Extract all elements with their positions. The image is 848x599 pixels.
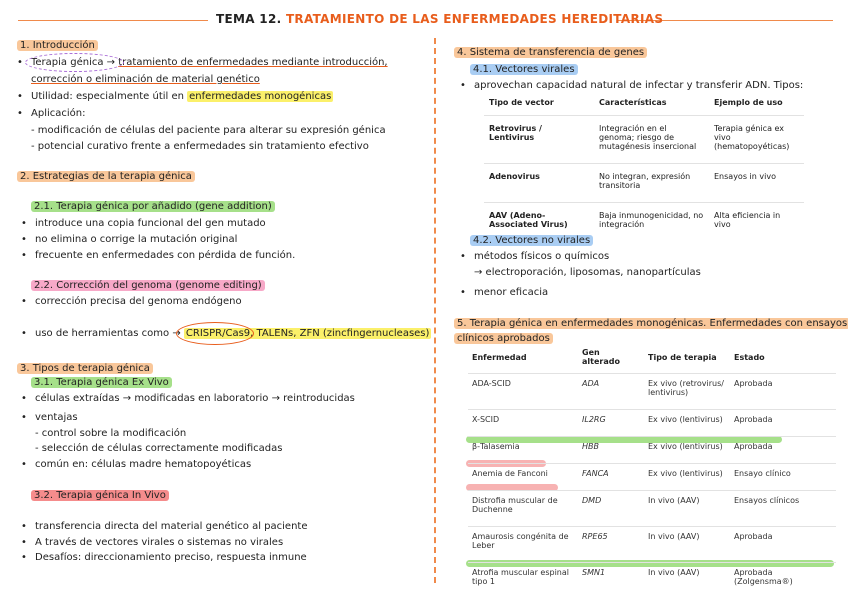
s2-sub2: 2.2. Corrección del genoma (genome editing) — [31, 280, 265, 291]
s3-invivo-3: • Desafíos: direccionamiento preciso, respuesta inmune — [35, 552, 307, 563]
s3-invivo-1: • transferencia directa del material genético al paciente — [35, 521, 308, 532]
disease-table — [468, 345, 836, 598]
dt-cell: Ensayos clínicos — [730, 491, 836, 527]
page-title — [216, 12, 663, 26]
vt-header: Características — [599, 98, 667, 107]
dt-cell: Ensayo clínico — [730, 464, 836, 491]
s2-sub2-item: • corrección precisa del genoma endógeno — [35, 296, 242, 307]
vt-cell: Integración en el genoma; riesgo de mutagénesis insercional — [594, 116, 709, 164]
s3-sub2: 3.2. Terapia génica In Vivo — [31, 490, 169, 501]
dt-cell: In vivo (AAV) — [644, 527, 730, 563]
dt-cell: In vivo (AAV) — [644, 563, 730, 599]
dt-cell: β-Talasemia — [468, 437, 578, 464]
s4-sub2: 4.2. Vectores no virales — [470, 235, 593, 246]
s4-nv1: • métodos físicos o químicos — [474, 251, 609, 262]
table-row — [468, 374, 836, 410]
s1-ap1: - modificación de células del paciente para alterar su expresión génica — [31, 125, 386, 136]
s1-term: Terapia génica — [31, 57, 104, 68]
s3-comun: • común en: células madre hematopoyéticas — [35, 459, 251, 470]
s2-tools: • uso de herramientas como → CRISPR/Cas9, TALENs, ZFN (zincfingernucleases) — [35, 328, 431, 339]
dt-cell: Aprobada — [730, 437, 836, 464]
table-row — [468, 563, 836, 599]
dt-header: Tipo de terapia — [648, 352, 717, 362]
table-row — [468, 410, 836, 437]
table-row — [468, 464, 836, 491]
dt-cell: Ex vivo (lentivirus) — [644, 410, 730, 437]
dt-cell: Aprobada — [730, 410, 836, 437]
disease-table-header — [468, 345, 836, 374]
dt-cell: Aprobada (Zolgensma®) — [730, 563, 836, 599]
vt-cell: Adenovirus — [484, 164, 594, 203]
vt-cell: AAV (Adeno-Associated Virus) — [484, 203, 594, 242]
dt-cell: Anemia de Fanconi — [468, 464, 578, 491]
column-divider — [434, 38, 436, 583]
s3-ventajas: • ventajas — [35, 412, 78, 423]
s2-sub1: 2.1. Terapia génica por añadido (gene addition) — [31, 201, 275, 212]
dt-cell: Ex vivo (lentivirus) — [644, 437, 730, 464]
s2-sub1-item-3: • frecuente en enfermedades con pérdida de función. — [35, 250, 295, 261]
s1-heading: 1. Introducción — [17, 40, 98, 51]
dt-cell: Distrofia muscular de Duchenne — [468, 491, 578, 527]
vt-cell: Terapia génica ex vivo (hematopoyéticas) — [709, 116, 804, 164]
title-text: TRATAMIENTO DE LAS ENFERMEDADES HEREDITARIAS — [285, 12, 664, 26]
dt-cell: Amaurosis congénita de Leber — [468, 527, 578, 563]
s4-nv3: • menor eficacia — [474, 287, 548, 298]
s2-sub1-item-1: • introduce una copia funcional del gen mutado — [35, 218, 266, 229]
s3-sub1: 3.1. Terapia génica Ex Vivo — [31, 377, 172, 388]
s3-heading: 3. Tipos de terapia génica — [17, 363, 153, 374]
dt-header: Enfermedad — [472, 352, 527, 362]
term-circle-annotation — [25, 53, 124, 72]
s3-v2: - selección de células correctamente modificadas — [35, 443, 283, 454]
s4-heading: 4. Sistema de transferencia de genes — [454, 47, 647, 58]
dt-cell: Ex vivo (retrovirus/ lentivirus) — [644, 374, 730, 410]
dt-cell: Ex vivo (lentivirus) — [644, 464, 730, 491]
dt-cell: FANCA — [578, 464, 644, 491]
table-row — [468, 491, 836, 527]
table-row — [468, 527, 836, 563]
dt-cell: DMD — [578, 491, 644, 527]
vector-table — [484, 95, 804, 241]
s1-arrow: → — [106, 57, 116, 68]
crispr-circle-annotation — [176, 322, 254, 345]
dt-cell: HBB — [578, 437, 644, 464]
s5-heading-1: 5. Terapia génica en enfermedades monogénicas. Enfermedades con ensayos — [454, 318, 848, 329]
vt-cell: Retrovirus / Lentivirus — [484, 116, 594, 164]
table-row — [468, 437, 836, 464]
s4-desc: • aprovechan capacidad natural de infectar y transferir ADN. Tipos: — [474, 80, 803, 91]
vt-cell: Baja inmunogenicidad, no integración — [594, 203, 709, 242]
title-rule-left — [18, 20, 208, 21]
vt-header: Tipo de vector — [489, 98, 554, 107]
s3-v1: - control sobre la modificación — [35, 428, 187, 439]
dt-cell: SMN1 — [578, 563, 644, 599]
s4-sub1: 4.1. Vectores virales — [470, 64, 578, 75]
dt-cell: X-SCID — [468, 410, 578, 437]
dt-cell: Aprobada — [730, 527, 836, 563]
s3-exvivo: • células extraídas → modificadas en laboratorio → reintroducidas — [35, 393, 355, 404]
s3-invivo-2: • A través de vectores virales o sistemas no virales — [35, 537, 283, 548]
s4-nv2: → electroporación, liposomas, nanopartículas — [474, 267, 701, 278]
s1-utilidad: • Utilidad: especialmente útil en enfermedades monogénicas — [31, 91, 333, 102]
s1-def2: corrección o eliminación de material genético — [31, 74, 260, 85]
dt-cell: RPE65 — [578, 527, 644, 563]
s5-heading-2: clínicos aprobados — [454, 333, 553, 344]
dt-cell: IL2RG — [578, 410, 644, 437]
s1-ap2: - potencial curativo frente a enfermedades sin tratamiento efectivo — [31, 141, 369, 152]
title-prefix: TEMA 12. — [216, 12, 282, 26]
dt-cell: In vivo (AAV) — [644, 491, 730, 527]
vt-cell: Alta eficiencia in vivo — [709, 203, 804, 242]
vt-cell: Ensayos in vivo — [709, 164, 804, 203]
dt-cell: ADA — [578, 374, 644, 410]
dt-cell: ADA-SCID — [468, 374, 578, 410]
s2-heading: 2. Estrategias de la terapia génica — [17, 171, 195, 182]
s2-sub1-item-2: • no elimina o corrige la mutación original — [35, 234, 237, 245]
dt-header: Gen alterado — [582, 348, 620, 366]
vt-cell: No integran, expresión transitoria — [594, 164, 709, 203]
table-row — [484, 116, 804, 164]
dt-cell: Aprobada — [730, 374, 836, 410]
s1-def1: tratamiento de enfermedades mediante introducción, — [118, 57, 388, 68]
vt-header: Ejemplo de uso — [714, 98, 783, 107]
dt-cell: Atrofia muscular espinal tipo 1 — [468, 563, 578, 599]
table-row — [484, 164, 804, 203]
vector-table-header — [484, 95, 804, 116]
dt-header: Estado — [734, 352, 765, 362]
s1-aplicacion: • Aplicación: — [31, 108, 85, 119]
